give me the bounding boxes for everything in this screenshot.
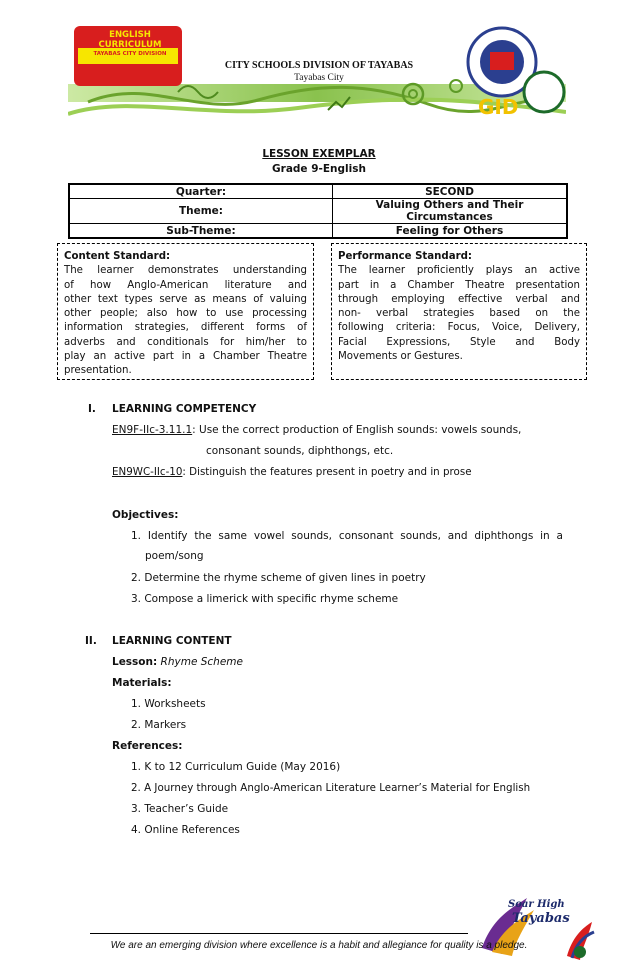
table-row [69, 199, 567, 224]
content-standard-line: information strategies, different forms of [64, 322, 307, 334]
section-1-title: LEARNING COMPETENCY [112, 403, 257, 415]
objective-item: 3. Compose a limerick with specific rhyme scheme [131, 593, 399, 605]
svg-text:GID: GID [478, 95, 519, 119]
section-1-number: I. [88, 403, 96, 415]
performance-standard-line: The learner proficiently plays an active [338, 265, 580, 277]
competency-1-code: EN9F-IIc-3.11.1 [112, 424, 193, 436]
performance-standard-line: following criteria: Focus, Voice, Delivery, [338, 322, 580, 334]
table-cell-value: SECOND [333, 184, 568, 199]
division-name: CITY SCHOOLS DIVISION OF TAYABAS [224, 60, 414, 71]
content-standard-line: presentation. [64, 365, 132, 377]
reference-item: 3. Teacher’s Guide [131, 803, 229, 815]
objective-item: 2. Determine the rhyme scheme of given lines in poetry [131, 572, 426, 584]
content-standard-box [57, 243, 314, 380]
competency-2 [112, 466, 472, 478]
logo-text-soar-high: Soar High [508, 899, 565, 910]
footer-tagline: We are an emerging division where excellence is a habit and allegiance for quality is a pledge. [110, 940, 528, 951]
table-row [69, 184, 567, 199]
reference-item: 4. Online References [131, 824, 240, 836]
table-cell-label: Theme: [69, 199, 333, 224]
content-standard-line: The learner demonstrates understanding [64, 265, 307, 277]
table-row [69, 224, 567, 239]
info-table [68, 183, 568, 239]
references-label: References: [112, 740, 183, 752]
page-title: LESSON EXEMPLAR [262, 148, 376, 160]
competency-1 [112, 424, 562, 436]
table-cell-value: Feeling for Others [333, 224, 568, 239]
footer-divider [90, 933, 468, 934]
logo-text-tayabas: Tayabas [512, 911, 570, 926]
performance-standard-line: Movements or Gestures. [338, 351, 463, 363]
materials-label: Materials: [112, 677, 172, 689]
table-cell-label: Quarter: [69, 184, 333, 199]
badge-text: ENGLISH CURRICULUM [98, 30, 162, 50]
objectives-label: Objectives: [112, 509, 179, 521]
content-standard-heading: Content Standard: [64, 251, 171, 262]
content-standard-line: other people; also how to use processing [64, 308, 307, 320]
lesson-line [112, 656, 243, 668]
competency-2-text: : Distinguish the features present in poetry and in prose [182, 466, 472, 478]
content-standard-line: of how Anglo-American literature and [64, 279, 307, 291]
section-2-title: LEARNING CONTENT [112, 635, 232, 647]
badge-subtext: TAYABAS CITY DIVISION [93, 51, 167, 57]
page-subtitle: Grade 9-English [272, 163, 366, 175]
material-item: 1. Worksheets [131, 698, 206, 710]
lesson-label: Lesson: [112, 656, 158, 668]
content-standard-line: adverbs and conditionals for him/her to [64, 336, 307, 348]
competency-1-continued: consonant sounds, diphthongs, etc. [206, 445, 394, 457]
objective-item: 1. Identify the same vowel sounds, consonant sounds, and diphthongs in a [131, 530, 563, 542]
table-cell-label: Sub-Theme: [69, 224, 333, 239]
performance-standard-heading: Performance Standard: [338, 251, 472, 262]
performance-standard-box [331, 243, 587, 380]
material-item: 2. Markers [131, 719, 187, 731]
objective-item-continued: poem/song [145, 550, 204, 562]
content-standard-line: play an active part in a Chamber Theatre [64, 351, 307, 363]
reference-item: 1. K to 12 Curriculum Guide (May 2016) [131, 761, 341, 773]
performance-standard-line: part in a Chamber Theatre presentation [338, 279, 580, 291]
performance-standard-line: non- verbal strategies based on the [338, 308, 580, 320]
city-name: Tayabas City [294, 73, 344, 83]
content-standard-line: other text types serve as means of valuing [64, 293, 307, 305]
table-cell-value: Valuing Others and Their Circumstances [333, 199, 568, 224]
reference-item: 2. A Journey through Anglo-American Literature Learner’s Material for English [131, 782, 531, 794]
performance-standard-line: Facial Expressions, Style and Body [338, 336, 580, 348]
performance-standard-line: through employing effective verbal and [338, 293, 580, 305]
lesson-value: Rhyme Scheme [160, 656, 243, 668]
competency-2-code: EN9WC-IIc-10 [112, 466, 183, 478]
competency-1-text: : Use the correct production of English sounds: vowels sounds, [192, 424, 522, 436]
section-2-number: II. [85, 635, 97, 647]
